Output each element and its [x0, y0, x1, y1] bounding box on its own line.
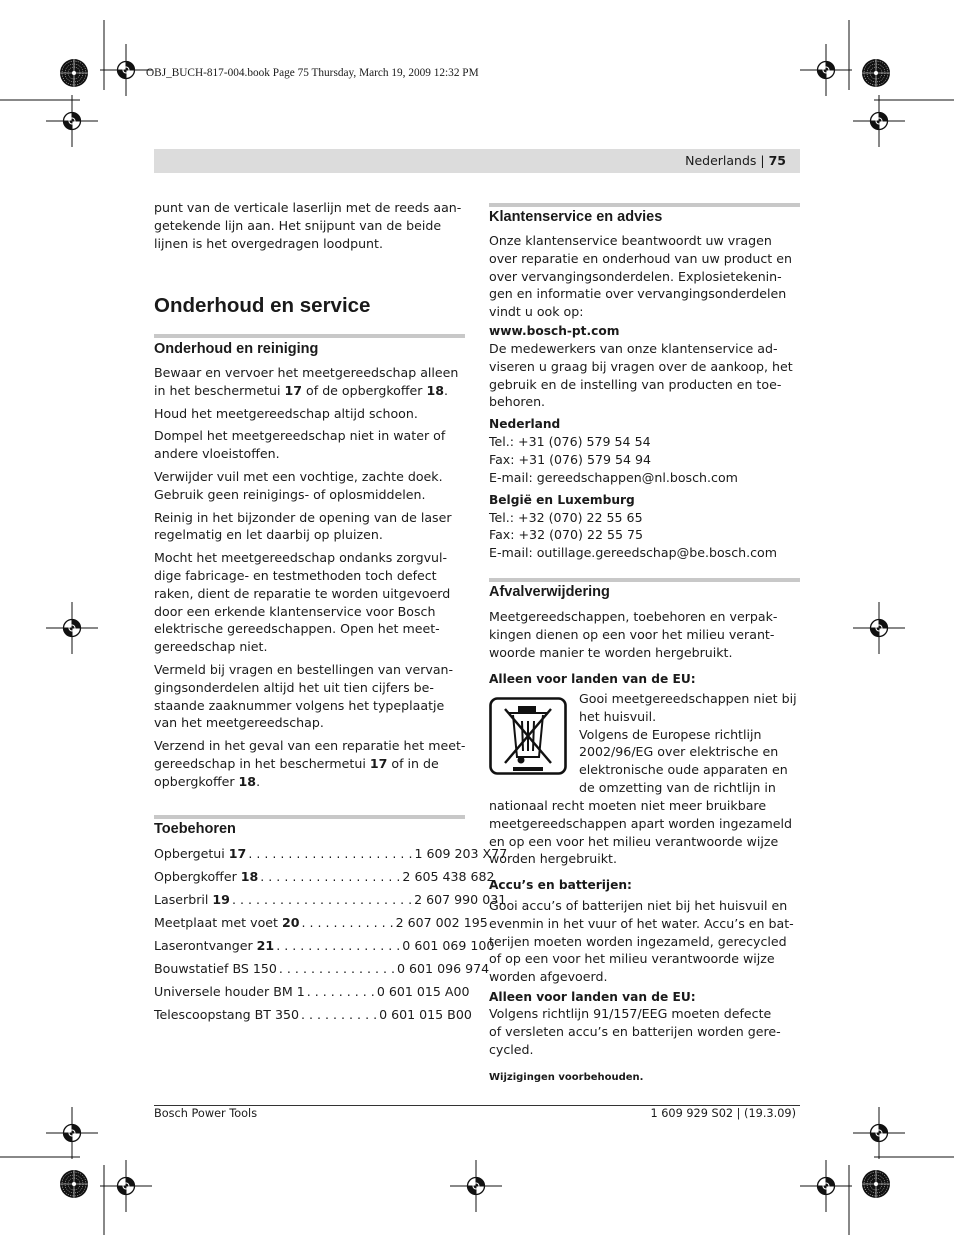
- accessory-row: [154, 937, 495, 955]
- accessory-code: 0 601 015 A00: [376, 984, 470, 999]
- batteries-heading: Accu’s en batterijen:: [489, 878, 632, 892]
- main-heading: Onderhoud en service: [154, 294, 371, 317]
- header-separator: |: [760, 153, 765, 168]
- item-number: 18: [238, 773, 257, 789]
- service-heading: Klantenservice en advies: [489, 209, 663, 225]
- service-url: www.bosch-pt.com: [489, 323, 620, 338]
- item-number: 17: [284, 382, 303, 398]
- text-run: of in de opbergkoffer: [154, 755, 439, 789]
- changes-reserved: Wijzigingen voorbehouden.: [489, 1072, 644, 1083]
- maintenance-paragraph: [154, 364, 474, 400]
- header-language: Nederlands: [685, 153, 757, 168]
- text-run: of de opbergkoffer: [302, 382, 427, 398]
- accessory-code: 0 601 069 100: [402, 938, 495, 953]
- contact-nl: Tel.: +31 (076) 579 54 54 Fax: +31 (076) 579 54 94 E-mail: gereedschappen@nl.bosch.com: [489, 434, 738, 485]
- service-paragraph: De medewerkers van onze klantenservice ad- viseren u graag bij vragen over de aankoop, het gebruik en de instelling van producten en toe- behoren.: [489, 340, 793, 410]
- accessories-list: [154, 845, 508, 1035]
- accessory-code: 2 605 438 682: [402, 869, 495, 884]
- footer-brand: Bosch Power Tools: [154, 1107, 258, 1120]
- text-run: Bewaar en vervoer het meetgereedschap alleen in het beschermetui: [154, 365, 459, 398]
- crossed-out-wheeled-bin-icon: [489, 697, 567, 775]
- maintenance-paragraph: Verwijder vuil met een vochtige, zachte doek. Gebruik geen reinigings- of oplosmiddelen.: [154, 468, 443, 502]
- accessory-number: 19: [212, 892, 230, 907]
- accessory-name: [154, 983, 305, 1001]
- accessory-row: [154, 1006, 472, 1024]
- accessory-row: [154, 891, 507, 909]
- page-number: 75: [768, 153, 786, 168]
- header-text: [685, 152, 786, 170]
- accessory-code: 2 607 002 195: [395, 915, 488, 930]
- accessory-label: Universele houder BM 1: [154, 984, 305, 999]
- print-info: OBJ_BUCH-817-004.book Page 75 Thursday, March 19, 2009 12:32 PM: [146, 67, 479, 79]
- page-header: [154, 149, 800, 173]
- maintenance-paragraph: Dompel het meetgereedschap niet in water of andere vloeistoffen.: [154, 428, 446, 462]
- accessory-number: 18: [240, 869, 259, 884]
- accessory-name: [154, 960, 277, 978]
- accessory-row: [154, 960, 490, 978]
- intro-paragraph: punt van de verticale laserlijn met de reeds aan- getekende lijn aan. Het snijpunt van de beide lijnen is het overgedragen loodpunt.: [154, 200, 462, 251]
- dot-leader: . . . . . . . . . .: [301, 1007, 378, 1022]
- eu-text-full: nationaal recht moeten niet meer bruikbare meetgereedschappen apart worden ingezameld en op een voor het milieu verantwoorde wijze worden hergebruikt.: [489, 798, 793, 867]
- dot-leader: . . . . . . . . . . . .: [301, 915, 394, 930]
- accessory-code: 1 609 203 X77: [414, 846, 508, 861]
- accessory-code: 0 601 015 B00: [379, 1007, 472, 1022]
- accessory-number: 20: [281, 915, 300, 930]
- item-number: 18: [426, 382, 445, 398]
- dot-leader: . . . . . . . . . . . . . . . . . .: [260, 869, 401, 884]
- accessory-name: [154, 845, 246, 863]
- dot-leader: . . . . . . . . .: [306, 984, 375, 999]
- maintenance-paragraph: Reinig in het bijzonder de opening van de laser regelmatig en let daarbij op pluizen.: [154, 509, 452, 543]
- accessory-label: Telescoopstang BT 350: [154, 1007, 300, 1022]
- accessory-name: [154, 937, 274, 955]
- dot-leader: . . . . . . . . . . . . . . . . . . . . .: [248, 846, 413, 861]
- disposal-paragraph: Meetgereedschappen, toebehoren en verpak- kingen dienen op een voor het milieu verant- woorde manier te worden hergebruikt.: [489, 609, 778, 660]
- section-rule: [489, 203, 800, 207]
- footer-rule: [154, 1105, 800, 1106]
- accessory-name: [154, 1006, 299, 1024]
- accessory-code: 2 607 990 031: [414, 892, 507, 907]
- accessory-label: Laserontvanger: [154, 938, 257, 953]
- country-heading-be: België en Luxemburg: [489, 492, 635, 507]
- maintenance-paragraph: Mocht het meetgereedschap ondanks zorgvul- dige fabricage- en testmethoden toch defect raken, dient de reparatie te worden uitgevoerd door een erkende klantenservice voor Bosch elektrische gereedschappen. Open het meet- gereedschap niet.: [154, 550, 451, 655]
- text-run: .: [444, 382, 449, 398]
- accessory-row: [154, 868, 495, 886]
- maintenance-paragraph: Vermeld bij vragen en bestellingen van vervan- gingsonderdelen altijd het uit tien cijfers be- staande zaaknummer volgens het typeplaatje van het meetgereedschap.: [154, 661, 454, 731]
- service-body: [489, 232, 809, 562]
- section-rule: [154, 334, 465, 338]
- contact-be: Tel.: +32 (070) 22 55 65 Fax: +32 (070) 22 55 75 E-mail: outillage.gereedschap@be.bosch.com: [489, 509, 778, 561]
- accessory-name: [154, 891, 230, 909]
- text-run: .: [256, 773, 261, 789]
- accessory-label: Opbergkoffer: [154, 869, 241, 884]
- service-paragraph: Onze klantenservice beantwoordt uw vragen over reparatie en onderhoud van uw product en over vervangingsonderdelen. Explosietekenin- gen en informatie over vervangingsonderdelen vindt u ook op:: [489, 233, 792, 320]
- maintenance-body: [154, 364, 474, 791]
- maintenance-paragraph: [154, 737, 474, 790]
- accessory-label: Meetplaat met voet: [154, 915, 282, 930]
- disposal-heading: Afvalverwijdering: [489, 584, 610, 600]
- item-number: 17: [369, 755, 388, 771]
- batteries-text: Gooi accu’s of batterijen niet bij het huisvuil en evenmin in het vuur of het water. Accu’s en bat- terijen moeten worden ingezameld, gerecycled of op een voor het milieu verantwoorde wijze worden afgevoerd.: [489, 898, 794, 985]
- accessory-row: [154, 845, 508, 863]
- country-heading-nl: Nederland: [489, 417, 561, 432]
- accessories-heading: Toebehoren: [154, 821, 236, 837]
- eu-text-side: Gooi meetgereedschappen niet bij het huisvuil. Volgens de Europese richtlijn 2002/96/EG over elektrische en elektronische oude apparaten en de omzetting van de richtlijn in: [579, 691, 797, 795]
- accessory-label: Laserbril: [154, 892, 213, 907]
- accessory-name: [154, 914, 300, 932]
- eu-heading: Alleen voor landen van de EU:: [489, 990, 696, 1004]
- accessory-code: 0 601 096 974: [397, 961, 490, 976]
- section-rule: [489, 578, 800, 582]
- accessory-label: Opbergetui: [154, 846, 229, 861]
- section-rule: [154, 815, 465, 819]
- accessory-row: [154, 914, 488, 932]
- accessory-row: [154, 983, 470, 1001]
- maintenance-heading: Onderhoud en reiniging: [154, 341, 319, 357]
- accessory-name: [154, 868, 258, 886]
- dot-leader: . . . . . . . . . . . . . . . . . . . . . . .: [231, 892, 413, 907]
- eu-heading: Alleen voor landen van de EU:: [489, 672, 696, 686]
- accessory-label: Bouwstatief BS 150: [154, 961, 277, 976]
- text-run: Verzend in het geval van een reparatie het meet- gereedschap in het beschermetui: [154, 738, 466, 771]
- dot-leader: . . . . . . . . . . . . . . .: [278, 961, 396, 976]
- maintenance-paragraph: Houd het meetgereedschap altijd schoon.: [154, 405, 418, 421]
- accessory-number: 17: [228, 846, 247, 861]
- footer-doc-number: 1 609 929 S02 | (19.3.09): [650, 1107, 796, 1120]
- eu-text-batteries: Volgens richtlijn 91/157/EEG moeten defecte of versleten accu’s en batterijen worden gere- cycled.: [489, 1006, 781, 1057]
- accessory-number: 21: [256, 938, 275, 953]
- dot-leader: . . . . . . . . . . . . . . . .: [276, 938, 401, 953]
